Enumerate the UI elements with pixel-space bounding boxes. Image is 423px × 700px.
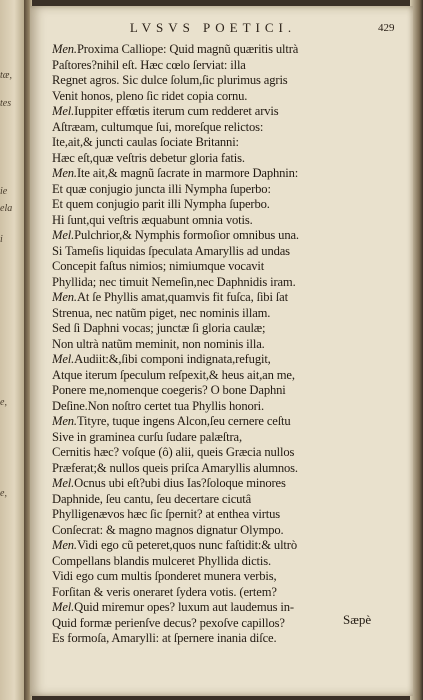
verse-text: Et quæ conjugio juncta illi Nympha ſuperbo: [52,181,271,196]
verse-line [52,383,374,399]
verse-line [52,182,374,198]
verse-text: Hæc eſt,quæ veſtris debetur gloria fatis. [52,150,245,165]
speaker-label: Mel. [52,476,75,490]
verse-line [52,197,374,213]
speaker-label: Mel. [52,600,75,614]
verse-text: Forſitan & veris oneraret ſydera votis. (ertem? [52,584,277,599]
margin-fragment: e, [0,397,7,408]
speaker-label: Mel. [52,352,75,366]
verse-line [52,337,374,353]
verse-text: Sive in graminea curſu ſudare palæſtra, [52,429,242,444]
verse-line [52,151,374,167]
verse-text: Et quem conjugio parit illi Nympha ſuperbo. [52,197,270,211]
verse-line [52,73,374,89]
margin-fragment: ela [0,203,13,214]
verse-text: Pulchrior,& Nymphis formoſior omnibus una. [74,228,299,242]
margin-fragment: tes [0,98,12,109]
verse-text: Quid miremur opes? luxum aut laudemus in- [74,600,294,614]
verse-text: Vidi ego cũ peteret,quos nunc faſtidit:& ultrò [76,538,297,552]
verse-line [52,306,374,322]
verse-line [52,414,374,430]
speaker-label: Mel. [52,228,75,242]
verse-line [52,321,374,337]
verse-line [52,461,374,477]
verse-text: Ite ait,& magnũ ſacrate in marmore Daphnin: [76,166,299,180]
verse-text: Quid formæ perienſve decus? pexoſve capillos? [52,615,285,630]
verse-text: Paſtores?nihil eſt. Hæc cœlo ſerviat: illa [52,57,246,72]
verse-text: Phyllida; nec timuit Nemeſin,nec Daphnidis iram. [52,274,296,289]
speaker-label: Men. [52,538,77,552]
verse-text: Deſine.Non noſtro certet tua Phyllis honori. [52,398,265,413]
verse-text: Venit honos, pleno ſic ridet copia cornu. [52,88,248,103]
speaker-label: Mel. [52,104,75,118]
margin-fragment: tæ, [0,70,12,81]
verse-text: Sed ſi Daphni vocas; junctæ ſi gloria caulæ; [52,321,266,335]
verse-line [52,166,374,182]
verse-text: Phylligenævos hæc ſic ſpernit? at enthea virtus [52,507,280,521]
verse-line [52,523,374,539]
verse-line [52,135,374,151]
verse-line [52,616,374,632]
verse-line [52,352,374,368]
verse-text: Non ultrà natũm meminit, non nominis illa. [52,336,265,351]
verse-line [52,120,374,136]
verse-line [52,259,374,275]
verse-line [52,399,374,415]
verse-text: Ocnus ubi eſt?ubi dius Ias?ſoloque minores [74,476,286,490]
verse-line [52,89,374,105]
verse-line [52,275,374,291]
verse-text: Præferat;& nullos queis priſca Amaryllis alumnos. [52,460,298,475]
verse-line [52,290,374,306]
margin-fragment: ie [0,186,8,197]
verse-text: Strenua, nec natũm piget, nec nominis illam. [52,305,271,320]
verse-text: Aſtræam, cultumque ſui, moreſque relictos: [52,119,264,134]
verse-text: Si Tameſis liquidas ſpeculata Amaryllis ad undas [52,243,290,258]
verse-text: Concepit faſtus nimios; nimiumque vocavit [52,259,265,273]
verse-text: Conſecrat: & magno magnos dignatur Olympo. [52,522,284,537]
verse-text: Tityre, tuque ingens Alcon,ſeu cernere ceſtu [76,414,291,428]
verse-text: Audiit:&,ſibi componi indignata,refugit, [74,352,271,366]
speaker-label: Men. [52,166,77,180]
verse-text: Atque iterum ſpeculum reſpexit,& heus ait,an me, [52,367,295,382]
verse-line [52,58,374,74]
speaker-label: Men. [52,414,77,428]
verse-line [52,42,374,58]
page-number: 429 [378,22,395,34]
verse-line [52,476,374,492]
verse-line [52,492,374,508]
verse-text: Regnet agros. Sic dulce ſolum,ſic plurimus agris [52,73,288,87]
verse-line [52,430,374,446]
verse-text: Iuppiter effœtis iterum cum redderet arvis [74,104,279,118]
verse-text: Daphnide, ſeu cantu, ſeu decertare cicutâ [52,491,252,506]
verse-line [52,104,374,120]
verse-line [52,507,374,523]
verse-text: Vidi ego cum multis ſponderet munera verbis, [52,569,277,583]
verse-line [52,228,374,244]
verse-line [52,244,374,260]
margin-fragment: e, [0,488,7,499]
verse-line [52,445,374,461]
verse-line [52,600,374,616]
speaker-label: Men. [52,42,77,56]
catchword: Sæpè [343,612,372,627]
verse-text: Ponere me,nomenque coegeris? O bone Daphni [52,383,286,397]
facing-page-edge [0,0,24,700]
verse-line [52,569,374,585]
verse-line [52,554,374,570]
verse-line [52,213,374,229]
margin-fragment: i [0,234,3,245]
speaker-label: Men. [52,290,77,304]
poem-text-block [52,42,374,647]
verse-line [52,368,374,384]
verse-text: At ſe Phyllis amat,quamvis fit fuſca, ſibi ſat [76,290,288,304]
verse-line [52,631,374,647]
verse-text: Proxima Calliope: Quid magnũ quæritis ultrà [76,42,299,56]
running-head: LVSVS POETICI. [129,20,297,35]
verse-text: Es formoſa, Amarylli: at ſpernere inania diſce. [52,631,277,645]
verse-line [52,585,374,601]
verse-text: Compellans blandis mulceret Phyllida dictis. [52,553,272,568]
verse-text: Cernitis hæc? voſque (ô) alii, queis Græcia nullos [52,445,295,459]
verse-text: Ite,ait,& juncti caulas ſociate Britanni: [52,135,239,149]
verse-text: Hi ſunt,qui veſtris æquabunt omnia votis. [52,212,253,227]
verse-line [52,538,374,554]
